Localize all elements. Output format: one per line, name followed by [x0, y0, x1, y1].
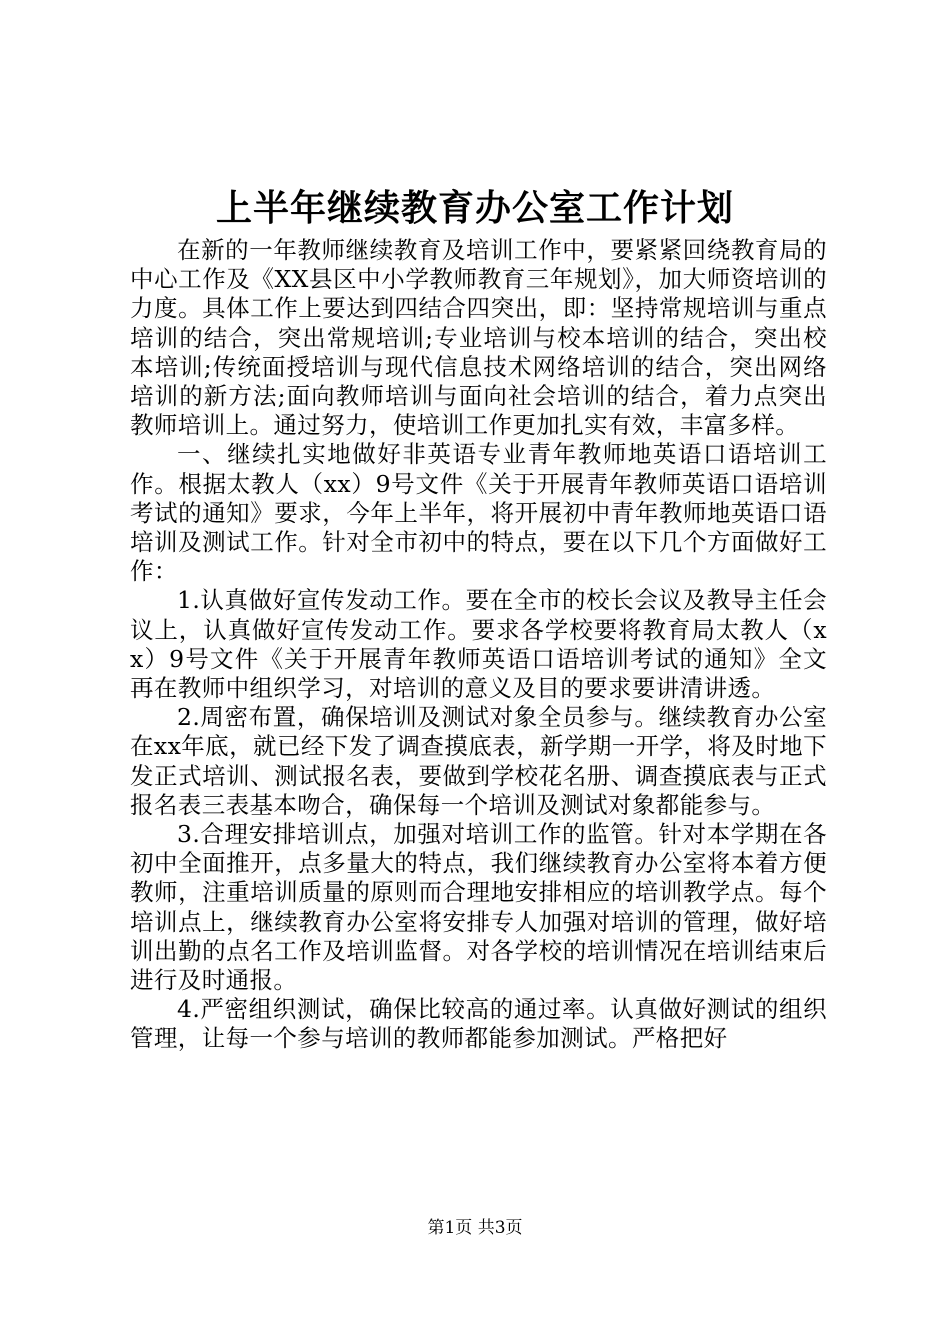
paragraph-item-3: 3.合理安排培训点，加强对培训工作的监管。针对本学期在各初中全面推开，点多量大的特点，我们继续教育办公室将本着方便教师，注重培训质量的原则而合理地安排相应的培训教学点。每个培训点上，继续教育办公室将安排专人加强对培训的管理，做好培训出勤的点名工作及培训监督。对各学校的培训情况在培训结束后进行及时通报。: [130, 820, 827, 995]
paragraph-section-1: 一、继续扎实地做好非英语专业青年教师地英语口语培训工作。根据太教人（xx）9号文件《关于开展青年教师英语口语培训考试的通知》要求，今年上半年，将开展初中青年教师地英语口语培训及测试工作。针对全市初中的特点，要在以下几个方面做好工作：: [130, 440, 827, 586]
paragraph-item-4: 4.严密组织测试，确保比较高的通过率。认真做好测试的组织管理，让每一个参与培训的教师都能参加测试。严格把好: [130, 995, 827, 1053]
paragraph-item-2: 2.周密布置，确保培训及测试对象全员参与。继续教育办公室在xx年底，就已经下发了调查摸底表，新学期一开学，将及时地下发正式培训、测试报名表，要做到学校花名册、调查摸底表与正式报名表三表基本吻合，确保每一个培训及测试对象都能参与。: [130, 703, 827, 819]
paragraph-intro: 在新的一年教师继续教育及培训工作中，要紧紧回绕教育局的中心工作及《XX县区中小学教师教育三年规划》，加大师资培训的力度。具体工作上要达到四结合四突出，即：坚持常规培训与重点培训的结合，突出常规培训;专业培训与校本培训的结合，突出校本培训;传统面授培训与现代信息技术网络培训的结合，突出网络培训的新方法;面向教师培训与面向社会培训的结合，着力点突出教师培训上。通过努力，使培训工作更加扎实有效，丰富多样。: [130, 236, 827, 440]
paragraph-item-1: 1.认真做好宣传发动工作。要在全市的校长会议及教导主任会议上，认真做好宣传发动工作。要求各学校要将教育局太教人（xx）9号文件《关于开展青年教师英语口语培训考试的通知》全文再在教师中组织学习，对培训的意义及目的要求要讲清讲透。: [130, 586, 827, 703]
document-body: [130, 236, 827, 1054]
page-footer: 第1页 共3页: [427, 1218, 523, 1238]
document-title: 上半年继续教育办公室工作计划: [215, 187, 734, 229]
